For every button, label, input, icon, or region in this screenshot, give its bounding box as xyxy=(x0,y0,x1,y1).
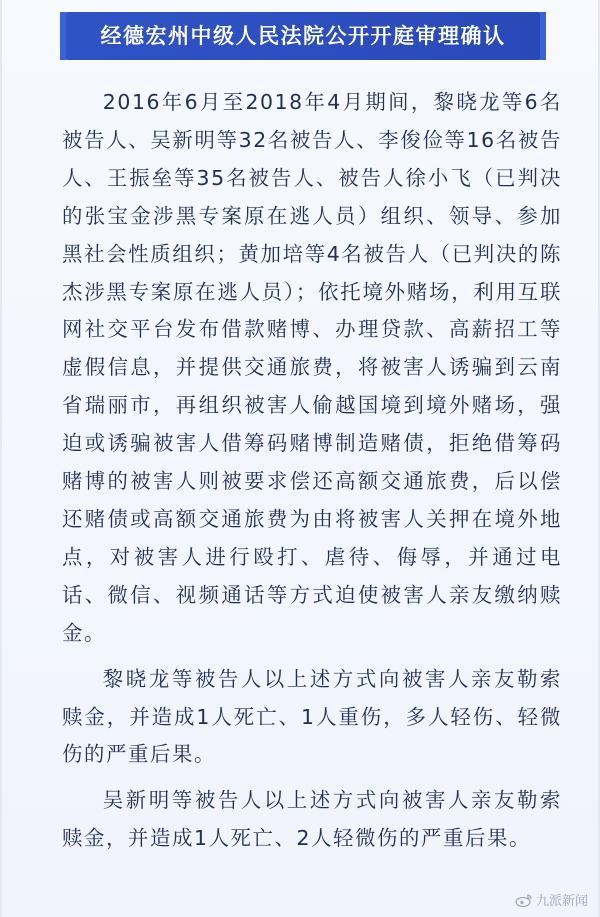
document-body xyxy=(62,84,562,858)
paragraph-3: 吴新明等被告人以上述方式向被害人亲友勒索赎金，并造成1人死亡、2人轻微伤的严重后果。 xyxy=(62,788,562,851)
watermark-text: 九派新闻 xyxy=(535,894,588,909)
paragraph-1: 2016年6月至2018年4月期间，黎晓龙等6名被告人、吴新明等32名被告人、李俊俭等16名被告人、王振垒等35名被告人、被告人徐小飞（已判决的张宝金涉黑专案原在逃人员）组织、领导、参加黑社会性质组织；黄加培等4名被告人（已判决的陈杰涉黑专案原在逃人员）；依托境外赌场，利用互联网社交平台发布借款赌博、办理贷款、高薪招工等虚假信息，并提供交通旅费，将被害人诱骗到云南省瑞丽市，再组织被害人偷越国境到境外赌场，强迫或诱骗被害人借筹码赌博制造赌债，拒绝借筹码赌博的被害人则被要求偿还高额交通旅费，后以偿还赌债或高额交通旅费为由将被害人关押在境外地点，对被害人进行殴打、虐待、侮辱，并通过电话、微信、视频通话等方式迫使被害人亲友缴纳赎金。 xyxy=(62,90,562,645)
document-title: 经德宏州中级人民法院公开开庭审理确认 xyxy=(66,12,540,60)
weibo-icon xyxy=(515,893,533,907)
watermark xyxy=(515,890,588,909)
paragraph-2: 黎晓龙等被告人以上述方式向被害人亲友勒索赎金，并造成1人死亡、1人重伤，多人轻伤、轻微伤的严重后果。 xyxy=(62,666,562,767)
